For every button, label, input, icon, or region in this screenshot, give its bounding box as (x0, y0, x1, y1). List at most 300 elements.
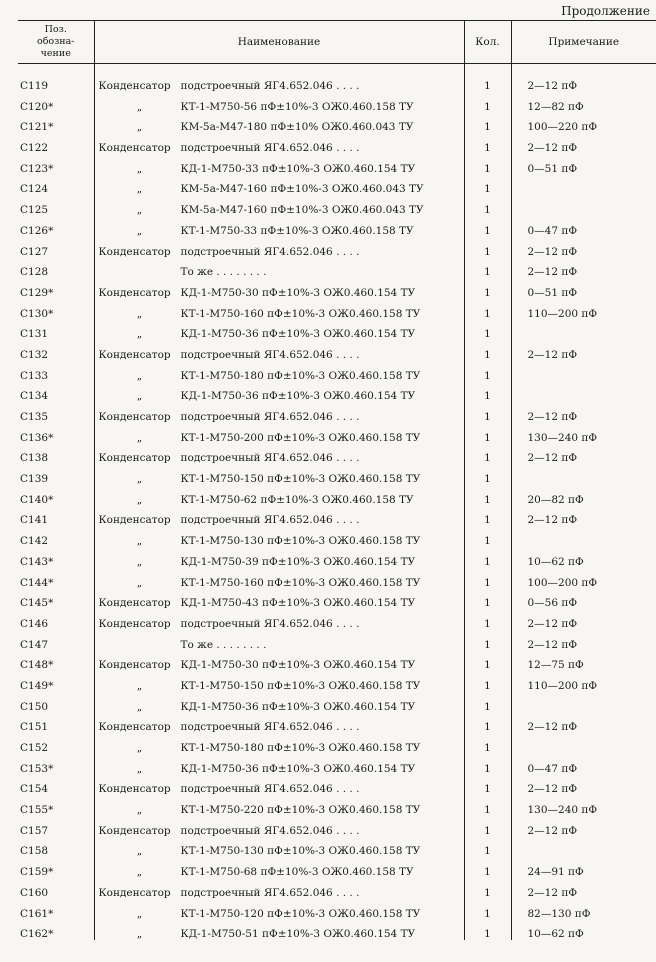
note: 2—12 пФ (511, 878, 656, 899)
table-row (18, 526, 656, 547)
position-designation: C132 (20, 348, 49, 361)
header-note: Примечание (511, 21, 656, 64)
note: 82—130 пФ (511, 899, 656, 920)
header-name: Наименование (94, 21, 464, 64)
note: 100—200 пФ (511, 568, 656, 589)
part-name-cell (94, 299, 464, 320)
part-prefix: Конденсатор (98, 514, 171, 527)
part-prefix: „ (136, 907, 143, 920)
note: 12—75 пФ (511, 651, 656, 672)
position-designation: C148* (20, 659, 54, 672)
part-prefix: „ (136, 328, 143, 341)
part-description: подстроечный ЯГ4.652.046 . . . . (180, 824, 360, 837)
part-prefix: „ (136, 742, 143, 754)
note: 2—12 пФ (511, 630, 656, 651)
part-description: КД-1-М750-36 пФ±10%-3 ОЖ0.460.154 ТУ (180, 700, 416, 713)
note: 2—12 пФ (511, 775, 656, 796)
quantity: 1 (464, 857, 511, 878)
quantity: 1 (464, 92, 511, 113)
note (511, 464, 656, 485)
quantity: 1 (464, 899, 511, 920)
part-prefix: „ (136, 183, 143, 196)
quantity: 1 (464, 671, 511, 692)
position-designation: C121* (20, 121, 54, 134)
part-prefix: „ (136, 700, 143, 713)
part-name-cell (94, 671, 464, 692)
quantity: 1 (464, 547, 511, 568)
table-body (18, 64, 656, 941)
table-row (18, 133, 656, 154)
note: 24—91 пФ (511, 857, 656, 878)
quantity: 1 (464, 175, 511, 196)
part-name-cell (94, 402, 464, 423)
part-prefix: „ (136, 845, 143, 858)
table-row (18, 733, 656, 754)
quantity: 1 (464, 795, 511, 816)
position-designation: C155* (20, 804, 54, 817)
table-row (18, 692, 656, 713)
part-prefix: Конденсатор (98, 452, 171, 465)
quantity: 1 (464, 258, 511, 279)
note: 110—200 пФ (511, 671, 656, 692)
part-name-cell (94, 258, 464, 279)
part-prefix: Конденсатор (98, 886, 171, 899)
parts-list-table (18, 20, 656, 940)
quantity: 1 (464, 485, 511, 506)
table-row (18, 671, 656, 692)
quantity: 1 (464, 340, 511, 361)
part-prefix: Конденсатор (98, 142, 171, 155)
table-row (18, 278, 656, 299)
part-name-cell (94, 651, 464, 672)
part-description: КТ-1-М750-200 пФ±10%-3 ОЖ0.460.158 ТУ (180, 431, 421, 444)
position-designation: C123* (20, 162, 54, 175)
quantity: 1 (464, 775, 511, 796)
table-row (18, 216, 656, 237)
part-prefix: „ (136, 679, 143, 692)
part-name-cell (94, 92, 464, 113)
part-description: подстроечный ЯГ4.652.046 . . . . (180, 245, 360, 258)
part-prefix: „ (136, 369, 143, 382)
part-prefix: „ (136, 204, 143, 217)
part-description: КТ-1-М750-160 пФ±10%-3 ОЖ0.460.158 ТУ (180, 307, 421, 320)
part-name-cell (94, 340, 464, 361)
table-row (18, 589, 656, 610)
quantity: 1 (464, 382, 511, 403)
quantity: 1 (464, 568, 511, 589)
position-designation: C135 (20, 411, 49, 423)
part-description: КД-1-М750-36 пФ±10%-3 ОЖ0.460.154 ТУ (180, 390, 416, 403)
part-description: КТ-1-М750-150 пФ±10%-3 ОЖ0.460.158 ТУ (180, 473, 421, 486)
part-description: подстроечный ЯГ4.652.046 . . . . (180, 617, 360, 630)
position-designation: C153* (20, 762, 54, 775)
table-row (18, 485, 656, 506)
position-designation: C142 (20, 535, 49, 548)
part-description: КТ-1-М750-150 пФ±10%-3 ОЖ0.460.158 ТУ (180, 679, 421, 692)
table-row (18, 754, 656, 775)
part-name-cell (94, 175, 464, 196)
part-description: подстроечный ЯГ4.652.046 . . . . (180, 411, 360, 423)
part-name-cell (94, 278, 464, 299)
table-row (18, 113, 656, 134)
note: 2—12 пФ (511, 237, 656, 258)
note: 2—12 пФ (511, 713, 656, 734)
position-designation: C125 (20, 204, 49, 217)
part-description: КТ-1-М750-68 пФ±10%-3 ОЖ0.460.158 ТУ (180, 866, 414, 879)
quantity: 1 (464, 837, 511, 858)
part-prefix: Конденсатор (98, 597, 171, 610)
part-name-cell (94, 857, 464, 878)
part-name-cell (94, 382, 464, 403)
position-designation: C149* (20, 679, 54, 692)
note: 2—12 пФ (511, 816, 656, 837)
part-description: подстроечный ЯГ4.652.046 . . . . (180, 783, 360, 796)
quantity: 1 (464, 651, 511, 672)
table-row (18, 920, 656, 941)
part-prefix: „ (136, 390, 143, 403)
position-designation: C143* (20, 555, 54, 568)
position-designation: C128 (20, 266, 49, 279)
table-row (18, 837, 656, 858)
part-prefix: Конденсатор (98, 783, 171, 796)
part-description: КТ-1-М750-180 пФ±10%-3 ОЖ0.460.158 ТУ (180, 742, 421, 754)
note (511, 382, 656, 403)
table-row (18, 382, 656, 403)
part-prefix: „ (136, 431, 143, 444)
position-designation: C133 (20, 369, 49, 382)
part-prefix: „ (136, 307, 143, 320)
part-prefix: „ (136, 473, 143, 486)
quantity: 1 (464, 195, 511, 216)
part-name-cell (94, 195, 464, 216)
table-row (18, 547, 656, 568)
part-name-cell (94, 320, 464, 341)
position-designation: C140* (20, 493, 54, 506)
note (511, 361, 656, 382)
part-name-cell (94, 464, 464, 485)
quantity: 1 (464, 816, 511, 837)
header-position-line: чение (40, 48, 71, 59)
part-name-cell (94, 775, 464, 796)
quantity: 1 (464, 113, 511, 134)
part-name-cell (94, 444, 464, 465)
position-designation: C131 (20, 328, 49, 341)
table-row (18, 175, 656, 196)
position-designation: C141 (20, 514, 49, 527)
part-name-cell (94, 216, 464, 237)
position-designation: C161* (20, 907, 54, 920)
part-description: подстроечный ЯГ4.652.046 . . . . (180, 721, 360, 734)
quantity: 1 (464, 733, 511, 754)
part-prefix: „ (136, 100, 143, 113)
part-name-cell (94, 423, 464, 444)
table-row (18, 340, 656, 361)
quantity: 1 (464, 402, 511, 423)
part-prefix: „ (136, 493, 143, 506)
note: 2—12 пФ (511, 340, 656, 361)
header-position-line: обозна- (36, 36, 75, 47)
table-row (18, 713, 656, 734)
part-description: КД-1-М750-30 пФ±10%-3 ОЖ0.460.154 ТУ (180, 659, 416, 672)
note (511, 175, 656, 196)
note: 0—51 пФ (511, 278, 656, 299)
quantity: 1 (464, 754, 511, 775)
note: 10—62 пФ (511, 547, 656, 568)
position-designation: C138 (20, 452, 49, 465)
part-name-cell (94, 837, 464, 858)
quantity: 1 (464, 320, 511, 341)
part-description: КД-1-М750-36 пФ±10%-3 ОЖ0.460.154 ТУ (180, 762, 416, 775)
table-row (18, 857, 656, 878)
quantity: 1 (464, 154, 511, 175)
part-name-cell (94, 630, 464, 651)
part-name-cell (94, 713, 464, 734)
part-prefix: „ (136, 535, 143, 548)
part-name-cell (94, 506, 464, 527)
table-row (18, 506, 656, 527)
position-designation: C150 (20, 700, 49, 713)
table-row (18, 92, 656, 113)
part-description: подстроечный ЯГ4.652.046 . . . . (180, 348, 360, 361)
part-name-cell (94, 920, 464, 941)
header-position-line: Поз. (44, 24, 67, 35)
position-designation: C127 (20, 245, 49, 258)
table-row (18, 568, 656, 589)
note (511, 195, 656, 216)
note (511, 692, 656, 713)
note: 0—47 пФ (511, 754, 656, 775)
table-row (18, 816, 656, 837)
position-designation: C147 (20, 638, 49, 651)
table-row (18, 609, 656, 630)
part-description: КТ-1-М750-130 пФ±10%-3 ОЖ0.460.158 ТУ (180, 535, 421, 548)
position-designation: C136* (20, 431, 54, 444)
part-description: КТ-1-М750-56 пФ±10%-3 ОЖ0.460.158 ТУ (180, 100, 414, 113)
part-prefix: Конденсатор (98, 286, 171, 299)
position-designation: C126* (20, 224, 54, 237)
quantity: 1 (464, 464, 511, 485)
part-description: То же . . . . . . . . (180, 638, 267, 651)
part-description: подстроечный ЯГ4.652.046 . . . . (180, 514, 360, 527)
quantity: 1 (464, 692, 511, 713)
note: 130—240 пФ (511, 795, 656, 816)
table-row (18, 775, 656, 796)
position-designation: C122 (20, 142, 49, 155)
position-designation: C158 (20, 845, 49, 858)
part-prefix: „ (136, 866, 143, 879)
quantity: 1 (464, 713, 511, 734)
part-description: То же . . . . . . . . (180, 266, 267, 279)
part-name-cell (94, 816, 464, 837)
part-description: КМ-5а-М47-180 пФ±10% ОЖ0.460.043 ТУ (180, 121, 414, 134)
part-description: КД-1-М750-39 пФ±10%-3 ОЖ0.460.154 ТУ (180, 555, 416, 568)
quantity: 1 (464, 609, 511, 630)
table-row (18, 899, 656, 920)
part-prefix: „ (136, 928, 143, 941)
table-row (18, 258, 656, 279)
part-prefix: Конденсатор (98, 245, 171, 258)
part-prefix: Конденсатор (98, 348, 171, 361)
position-designation: C162* (20, 928, 54, 941)
quantity: 1 (464, 444, 511, 465)
part-name-cell (94, 237, 464, 258)
note: 12—82 пФ (511, 92, 656, 113)
part-name-cell (94, 361, 464, 382)
note: 110—200 пФ (511, 299, 656, 320)
position-designation: C160 (20, 886, 49, 899)
position-designation: C139 (20, 473, 49, 486)
table-row (18, 795, 656, 816)
position-designation: C120* (20, 100, 54, 113)
header-quantity: Кол. (464, 21, 511, 64)
note: 2—12 пФ (511, 402, 656, 423)
quantity: 1 (464, 278, 511, 299)
note (511, 526, 656, 547)
part-description: подстроечный ЯГ4.652.046 . . . . (180, 886, 360, 899)
quantity: 1 (464, 423, 511, 444)
part-description: КТ-1-М750-62 пФ±10%-3 ОЖ0.460.158 ТУ (180, 493, 414, 506)
part-name-cell (94, 64, 464, 93)
part-prefix: „ (136, 121, 143, 134)
table-row (18, 320, 656, 341)
note: 20—82 пФ (511, 485, 656, 506)
note: 100—220 пФ (511, 113, 656, 134)
quantity: 1 (464, 237, 511, 258)
note: 2—12 пФ (511, 444, 656, 465)
continuation-label: Продолжение (561, 4, 650, 18)
part-prefix: Конденсатор (98, 659, 171, 672)
table-row (18, 464, 656, 485)
part-name-cell (94, 795, 464, 816)
note: 0—47 пФ (511, 216, 656, 237)
part-name-cell (94, 133, 464, 154)
position-designation: C152 (20, 742, 49, 754)
quantity: 1 (464, 361, 511, 382)
part-name-cell (94, 547, 464, 568)
table-row (18, 237, 656, 258)
position-designation: C134 (20, 390, 49, 403)
note: 2—12 пФ (511, 258, 656, 279)
part-name-cell (94, 878, 464, 899)
table-row (18, 878, 656, 899)
part-description: КД-1-М750-36 пФ±10%-3 ОЖ0.460.154 ТУ (180, 328, 416, 341)
table-row (18, 361, 656, 382)
position-designation: C151 (20, 721, 49, 734)
part-name-cell (94, 154, 464, 175)
position-designation: C154 (20, 783, 49, 796)
quantity: 1 (464, 920, 511, 941)
part-name-cell (94, 113, 464, 134)
part-prefix: Конденсатор (98, 721, 171, 734)
part-prefix: „ (136, 162, 143, 175)
quantity: 1 (464, 630, 511, 651)
table-row (18, 195, 656, 216)
note: 0—56 пФ (511, 589, 656, 610)
part-description: подстроечный ЯГ4.652.046 . . . . (180, 452, 360, 465)
quantity: 1 (464, 216, 511, 237)
part-prefix: „ (136, 555, 143, 568)
position-designation: C119 (20, 80, 49, 92)
quantity: 1 (464, 299, 511, 320)
part-description: подстроечный ЯГ4.652.046 . . . . (180, 142, 360, 155)
part-prefix: „ (136, 804, 143, 817)
part-name-cell (94, 568, 464, 589)
header-position (18, 21, 94, 64)
note: 2—12 пФ (511, 506, 656, 527)
note: 10—62 пФ (511, 920, 656, 941)
note: 2—12 пФ (511, 609, 656, 630)
table-row (18, 299, 656, 320)
part-description: КТ-1-М750-33 пФ±10%-3 ОЖ0.460.158 ТУ (180, 224, 414, 237)
part-name-cell (94, 609, 464, 630)
position-designation: C159* (20, 866, 54, 879)
part-prefix: „ (136, 576, 143, 589)
quantity: 1 (464, 878, 511, 899)
part-name-cell (94, 899, 464, 920)
note: 130—240 пФ (511, 423, 656, 444)
quantity: 1 (464, 64, 511, 93)
table-row (18, 651, 656, 672)
quantity: 1 (464, 526, 511, 547)
part-description: подстроечный ЯГ4.652.046 . . . . (180, 80, 360, 92)
quantity: 1 (464, 506, 511, 527)
part-name-cell (94, 692, 464, 713)
note (511, 320, 656, 341)
position-designation: C157 (20, 824, 49, 837)
part-prefix: Конденсатор (98, 411, 171, 423)
position-designation: C144* (20, 576, 54, 589)
note (511, 733, 656, 754)
position-designation: C124 (20, 183, 49, 196)
table-row (18, 64, 656, 93)
part-name-cell (94, 733, 464, 754)
part-description: КТ-1-М750-130 пФ±10%-3 ОЖ0.460.158 ТУ (180, 845, 421, 858)
table-row (18, 154, 656, 175)
part-name-cell (94, 589, 464, 610)
part-description: КТ-1-М750-120 пФ±10%-3 ОЖ0.460.158 ТУ (180, 907, 421, 920)
part-prefix: „ (136, 762, 143, 775)
table-row (18, 444, 656, 465)
part-prefix: Конденсатор (98, 824, 171, 837)
note: 2—12 пФ (511, 133, 656, 154)
part-description: КМ-5а-М47-160 пФ±10%-3 ОЖ0.460.043 ТУ (180, 204, 424, 217)
part-description: КД-1-М750-43 пФ±10%-3 ОЖ0.460.154 ТУ (180, 597, 416, 610)
table-row (18, 423, 656, 444)
part-description: КТ-1-М750-180 пФ±10%-3 ОЖ0.460.158 ТУ (180, 369, 421, 382)
part-prefix: Конденсатор (98, 617, 171, 630)
part-description: КД-1-М750-30 пФ±10%-3 ОЖ0.460.154 ТУ (180, 286, 416, 299)
note: 0—51 пФ (511, 154, 656, 175)
position-designation: C129* (20, 286, 54, 299)
note (511, 837, 656, 858)
note: 2—12 пФ (511, 64, 656, 93)
part-description: КД-1-М750-33 пФ±10%-3 ОЖ0.460.154 ТУ (180, 162, 416, 175)
part-prefix: Конденсатор (98, 80, 171, 92)
quantity: 1 (464, 589, 511, 610)
part-description: КД-1-М750-51 пФ±10%-3 ОЖ0.460.154 ТУ (180, 928, 416, 941)
position-designation: C145* (20, 597, 54, 610)
part-description: КТ-1-М750-220 пФ±10%-3 ОЖ0.460.158 ТУ (180, 804, 421, 817)
table-row (18, 402, 656, 423)
part-name-cell (94, 485, 464, 506)
position-designation: C146 (20, 617, 49, 630)
part-name-cell (94, 754, 464, 775)
part-name-cell (94, 526, 464, 547)
part-description: КТ-1-М750-160 пФ±10%-3 ОЖ0.460.158 ТУ (180, 576, 421, 589)
part-description: КМ-5а-М47-160 пФ±10%-3 ОЖ0.460.043 ТУ (180, 183, 424, 196)
part-prefix: „ (136, 224, 143, 237)
table-header-row (18, 21, 656, 64)
